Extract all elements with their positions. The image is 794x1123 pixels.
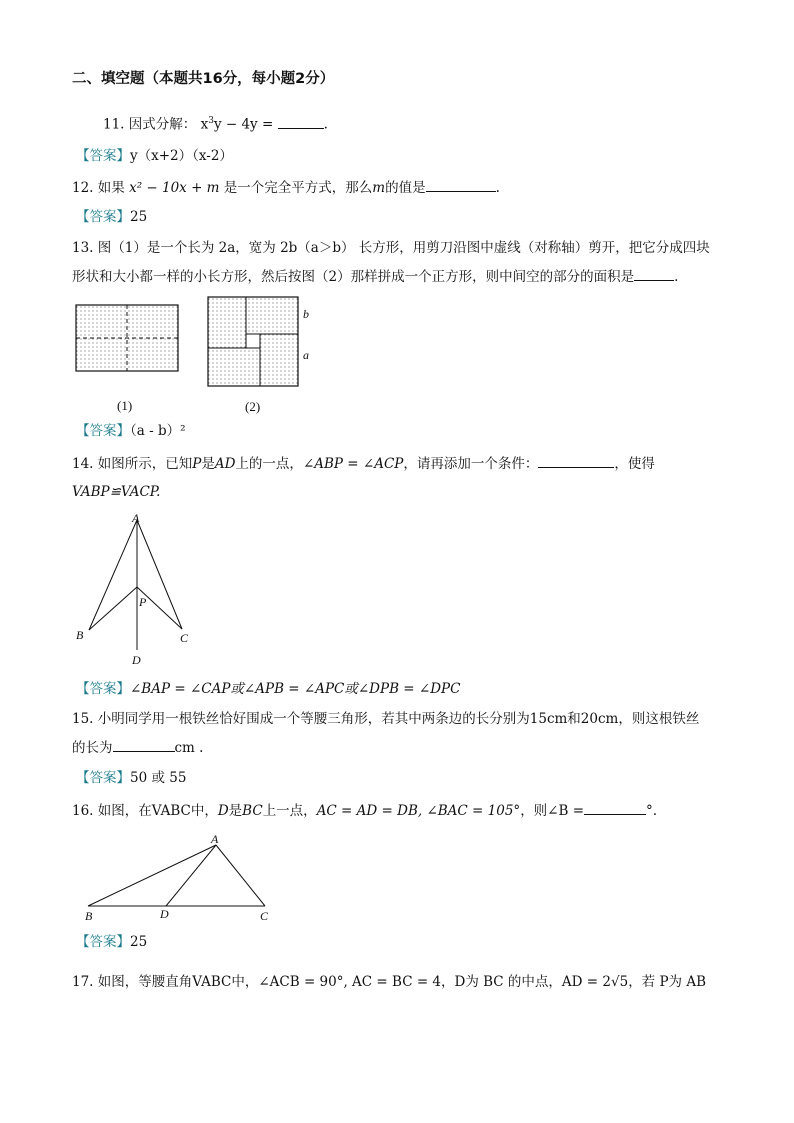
answer-tag: 【答案】 [76,148,130,164]
q14-line-2 [72,482,160,502]
q16-blank [584,800,646,815]
q11-answer [76,146,233,166]
q11-expr-sup: 3 [208,116,214,126]
q16-figure [0,828,794,928]
q11-suffix: . [323,116,328,133]
figure-1-label: (1) [117,398,133,413]
q16-line-e: °. [646,803,658,819]
q13-blank [634,266,674,281]
q12-prefix: 如果 [97,180,125,196]
q15-blank [113,737,175,752]
q12-end: . [495,180,500,196]
answer-tag: 【答案】 [76,770,130,786]
figure-2-square [208,297,298,386]
q16-line-a: 16. 如图，在VABC中， [72,803,218,819]
question-14 [72,453,655,474]
q14-line1-b: 是 [201,456,215,472]
figure-2-label: (2) [245,399,261,414]
q17-end: ，若 P为 AB [628,974,707,990]
q16-answer [76,932,147,952]
q15-answer-text: 50 或 55 [130,770,187,786]
q17-sqrt: √5 [610,974,629,990]
q11-blank [278,114,324,129]
q15-answer [76,768,186,788]
q14-answer [76,679,460,699]
q14-line-2-text: VABP≌VACP. [72,484,161,500]
q16-var-d: D [217,803,229,819]
q14-line1-a: 14. 如图所示，已知 [72,456,193,472]
q15-line-1: 15. 小明同学用一根铁丝恰好围成一个等腰三角形，若其中两条边的长分别为15cm和20cm，则这根铁丝 [72,711,700,727]
q14-var-p: P [192,456,202,472]
q13-end: . [674,269,679,285]
q12-blank [426,177,496,192]
q13-line-2 [72,266,678,287]
q13-line-1: 13. 图（1）是一个长为 2a，宽为 2b（a＞b） 长方形，用剪刀沿图中虚线（对称轴）剪开，把它分成四块 [72,240,710,256]
q14-line1-c: 上的一点， [235,456,303,472]
q16-line-c: 上一点， [262,803,317,819]
vertex-b-label: B [76,628,84,642]
q11-answer-text: y（x+2）（x-2） [130,148,233,164]
q14-blank [538,453,614,468]
q13-answer [76,421,186,441]
q12-expression: x² − 10x + m [129,180,220,196]
label-b: b [303,307,309,321]
q14-answer-text: ∠BAP = ∠CAP或∠APB = ∠APC或∠DPB = ∠DPC [130,681,461,697]
q11-expr-x: x [200,116,209,133]
q15-line2-b: cm . [174,740,204,756]
q13-line-2-text: 形状和大小都一样的小长方形，然后按图（2）那样拼成一个正方形，则中间空的部分的面积是 [72,269,635,285]
q11-prefix: 因式分解： [128,116,197,133]
q15-line2-a: 的长为 [72,740,113,756]
q16-answer-text: 25 [130,934,148,950]
q12-answer-text: 25 [130,209,148,225]
q14-condition: ∠ABP = ∠ACP [302,456,404,472]
section-title: 二、填空题（本题共16分，每小题2分） [72,71,335,87]
q11-expr-rest: y − 4y = [213,116,274,133]
vertex-a-label: A [132,511,140,525]
vertex-c-label: C [180,631,189,645]
question-11 [103,111,328,135]
q16-line-b: 是 [228,803,243,819]
q12-var: m [372,180,386,196]
q14-line1-e: ，使得 [614,456,655,472]
q12-answer [76,207,147,227]
vertex-d-label: D [132,653,141,667]
vertex-p-label: P [139,595,147,609]
vertex-c-label: C [260,909,269,923]
answer-tag: 【答案】 [76,681,130,697]
q12-middle: 是一个完全平方式，那么 [223,180,373,196]
label-a: a [303,348,309,362]
answer-tag: 【答案】 [76,423,130,439]
q16-var-bc: BC [242,803,263,819]
question-17 [72,972,706,992]
question-16 [72,800,657,821]
q13-answer-text: （a - b）² [130,423,186,439]
answer-tag: 【答案】 [76,209,130,225]
q12-number: 12. [72,180,94,196]
q17-text: 17. 如图，等腰直角VABC中，∠ACB = 90°, AC = BC = 4，D为 BC 的中点，AD = 2 [72,974,611,990]
vertex-d-label: D [160,907,169,921]
q14-line1-d: ，请再添加一个条件： [403,456,539,472]
q12-suffix: 的值是 [385,180,426,196]
q16-condition: AC = AD = DB, ∠BAC = 105° [316,803,521,819]
q16-line-d: ，则∠B = [520,803,585,819]
vertex-b-label: B [85,909,93,923]
q11-number: 11. [103,116,125,133]
q15-line-2 [72,737,203,758]
answer-tag: 【答案】 [76,934,130,950]
vertex-a-label: A [211,832,219,846]
q14-var-ad: AD [214,456,236,472]
q14-figure [0,505,794,675]
question-12 [72,177,500,198]
figure-1-rectangle [76,305,178,371]
